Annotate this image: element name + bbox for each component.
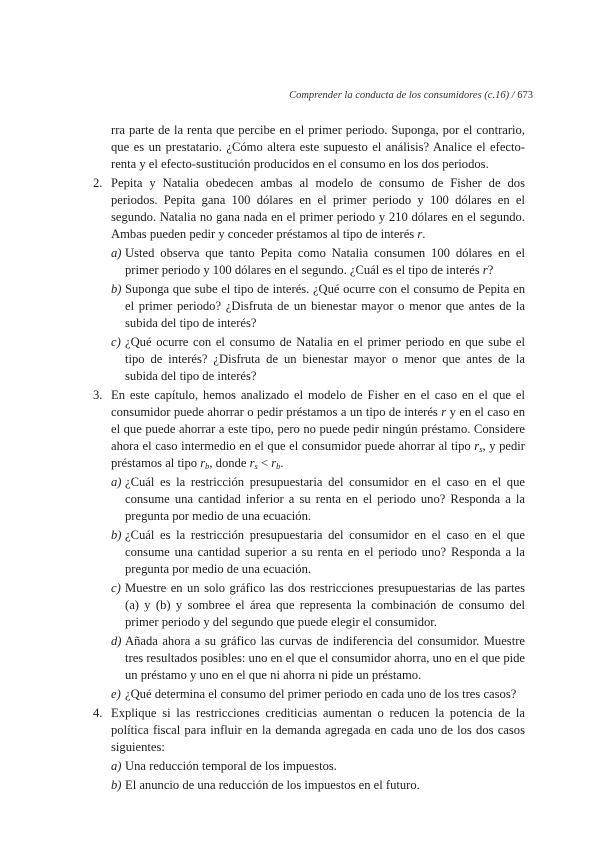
question-3-text: En este capítulo, hemos analizado el modelo de Fisher en el caso en el que el consumidor puede ahorrar o pedir préstamos a un tipo de interés xyxy=(111,388,525,419)
part-label: a) xyxy=(111,246,122,260)
question-3-text: , donde xyxy=(209,456,247,470)
exercise-list xyxy=(93,122,525,794)
part-text: ¿Cuál es la restricción presupuestaria del consumidor en el caso en el que consume una cantidad inferior a su renta en el periodo uno? Responda a la pregunta por medio de una ecuación. xyxy=(125,475,525,523)
page-number: 673 xyxy=(517,90,533,101)
question-3-number: 3. xyxy=(93,388,103,402)
part-label: e) xyxy=(111,687,121,701)
part-text: ¿Qué determina el consumo del primer periodo en cada uno de los tres casos? xyxy=(125,687,517,701)
interest-rate-symbol: r xyxy=(482,263,488,277)
question-4-number: 4. xyxy=(93,706,103,720)
part-text: ¿Cuál es la restricción presupuestaria del consumidor en el caso en el que consume una cantidad superior a su renta en el periodo uno? Responda a la pregunta por medio de una ecuación. xyxy=(125,528,525,576)
question-2-part-a xyxy=(111,245,525,279)
question-3-part-d xyxy=(111,633,525,684)
question-3-text: , y pedir préstamos al tipo xyxy=(111,439,525,470)
part-label: b) xyxy=(111,528,122,542)
question-3-part-b xyxy=(111,527,525,578)
question-4 xyxy=(93,705,525,794)
question-3-part-e xyxy=(111,686,525,703)
continuation-paragraph: rra parte de la renta que percibe en el primer periodo. Suponga, por el contrario, que es un prestatario. ¿Cómo altera este supuesto el análisis? Analice el efecto-renta y el efecto-sustitución producidos en el consumo en los dos periodos. xyxy=(111,123,525,171)
rate-inequality: $r_b$ xyxy=(271,456,281,471)
part-text: El anuncio de una reducción de los impuestos en el futuro. xyxy=(125,778,420,792)
part-text: Muestre en un solo gráfico las dos restricciones presupuestarias de las partes (a) y (b) y sombree el área que representa la combinación de consumo del primer periodo y del segundo que puede elegir el consumidor. xyxy=(125,581,525,629)
punctuation: ? xyxy=(487,263,494,277)
inequality-operator: < xyxy=(260,456,269,470)
running-title: Comprender la conducta de los consumidores (c.16) xyxy=(289,90,510,101)
interest-rate-symbol: r xyxy=(441,405,447,419)
question-2-text: Pepita y Natalia obedecen ambas al modelo de consumo de Fisher de dos periodos. Pepita gana 100 dólares en el primer periodo y 100 dólares en el segundo. Natalia no gana nada en el primer periodo y 210 dólares en el segundo. Ambas pueden pedir y conceder préstamos al tipo de interés xyxy=(111,176,525,241)
part-text: ¿Qué ocurre con el consumo de Natalia en el primer periodo en que sube el tipo de interés? ¿Disfruta de un bienestar mayor o menor que antes de la subida del tipo de interés? xyxy=(125,335,525,383)
rate-inequality: $r_s$ xyxy=(249,456,258,471)
part-label: c) xyxy=(111,581,121,595)
question-3 xyxy=(93,387,525,703)
saving-rate-symbol: $r_s$ xyxy=(474,439,483,454)
part-label: c) xyxy=(111,335,121,349)
question-3-part-a xyxy=(111,474,525,525)
part-text: Añada ahora a su gráfico las curvas de indiferencia del consumidor. Muestre tres resultados posibles: uno en el que el consumidor ahorra, uno en el que pide un préstamo y uno en el que ni ahorra ni pide un préstamo. xyxy=(125,634,525,682)
question-3-part-c xyxy=(111,580,525,631)
running-header xyxy=(289,90,533,101)
punctuation: . xyxy=(422,227,426,241)
part-label: a) xyxy=(111,759,122,773)
question-2-number: 2. xyxy=(93,176,103,190)
question-2-part-b xyxy=(111,281,525,332)
question-2-part-c xyxy=(111,334,525,385)
part-label: b) xyxy=(111,778,122,792)
part-label: b) xyxy=(111,282,122,296)
header-separator: / xyxy=(511,90,515,101)
question-3-text: y en el caso en el que puede ahorrar a este tipo, pero no puede pedir ningún préstamo. Considere ahora el caso intermedio en el que el consumidor puede ahorrar al tipo xyxy=(111,405,525,453)
interest-rate-symbol: r xyxy=(417,227,423,241)
part-label: d) xyxy=(111,634,122,648)
question-4-part-b xyxy=(111,777,525,794)
question-4-text: Explique si las restricciones crediticias aumentan o reducen la potencia de la política fiscal para influir en la demanda agregada en cada uno de los dos casos siguientes: xyxy=(111,706,525,754)
question-2 xyxy=(93,175,525,385)
part-text: Usted observa que tanto Pepita como Natalia consumen 100 dólares en el primer periodo y 100 dólares en el segundo. ¿Cuál es el tipo de interés xyxy=(125,246,525,277)
question-4-part-a xyxy=(111,758,525,775)
part-text: Una reducción temporal de los impuestos. xyxy=(125,759,337,773)
part-text: Suponga que sube el tipo de interés. ¿Qué ocurre con el consumo de Pepita en el primer periodo? ¿Disfruta de un bienestar mayor o menor que antes de la subida del tipo de interés? xyxy=(125,282,525,330)
borrowing-rate-symbol: $r_b$ xyxy=(200,456,210,471)
part-label: a) xyxy=(111,475,122,489)
punctuation: . xyxy=(280,456,284,470)
